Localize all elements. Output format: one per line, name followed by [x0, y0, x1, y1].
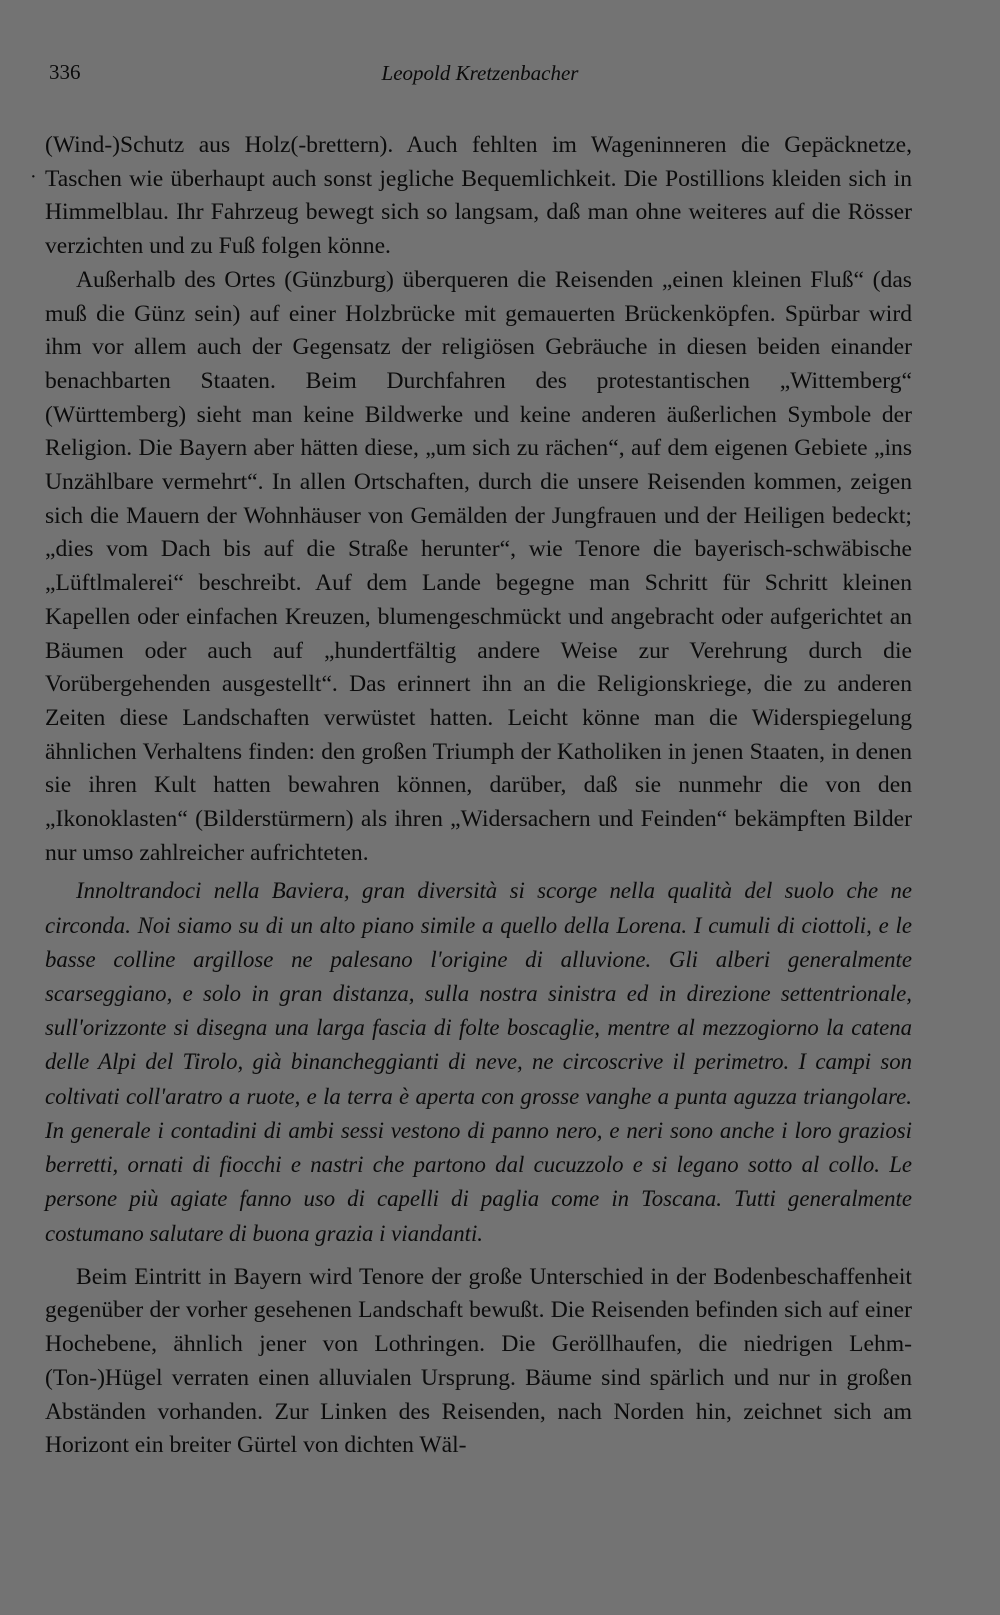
italian-quotation: Innoltrandoci nella Baviera, gran diversità si scorge nella qualità del suolo che ne circonda. Noi siamo su di un alto piano simile a quello della Lorena. I cumuli di ciottoli, e le basse colline argillose ne palesano l'origine di alluvione. Gli alberi generalmente scarseggiano, e solo in gran distanza, sulla nostra sinistra ed in direzione settentrionale, sull'orizzonte si disegna una larga fascia di folte boscaglie, mentre al mezzogiorno la catena delle Alpi del Tirolo, già binancheggianti di neve, ne circoscrive il perimetro. I campi son coltivati coll'aratro a ruote, e la terra è aperta con grosse vanghe a punta aguzza triangolare. In generale i contadini di ambi sessi vestono di panno nero, e neri sono anche i loro graziosi berretti, ornati di fiocchi e nastri che partono dal cucuzzolo e si legano sotto al collo. Le persone più agiate fanno uso di capelli di paglia come in Toscana. Tutti generalmente costumano salutare di buona grazia i viandanti. [45, 878, 912, 1246]
page-header [49, 60, 911, 92]
running-head: Leopold Kretzenbacher [381, 61, 579, 85]
paragraph-1: (Wind-)Schutz aus Holz(-brettern). Auch fehlten im Wageninneren die Gepäcknetze, Taschen wie überhaupt auch sonst jegliche Bequemlichkeit. Die Postillions kleiden sich in Himmelblau. Ihr Fahrzeug bewegt sich so langsam, daß man ohne weiteres auf die Rösser verzichten und zu Fuß folgen könne. [45, 132, 912, 260]
body-text [45, 129, 912, 1463]
page-number: 336 [49, 60, 81, 84]
paragraph-3: Beim Eintritt in Bayern wird Tenore der große Unterschied in der Bodenbeschaffenheit gegenüber der vorher gesehenen Landschaft bewußt. Die Reisenden befinden sich auf einer Hochebene, ähnlich jener von Lothringen. Die Geröllhaufen, die niedrigen Lehm-(Ton-)Hügel verraten einen alluvialen Ursprung. Bäume sind spärlich und nur in großen Abständen vorhanden. Zur Linken des Reisenden, nach Norden hin, zeichnet sich am Horizont ein breiter Gürtel von dichten Wäl- [45, 1263, 912, 1459]
paragraph-2: Außerhalb des Ortes (Günzburg) überqueren die Reisenden „einen kleinen Fluß“ (das muß die Günz sein) auf einer Holzbrücke mit gemauerten Brückenköpfen. Spürbar wird ihm vor allem auch der Gegensatz der religiösen Gebräuche in diesen beiden einander benachbarten Staaten. Beim Durchfahren des protestantischen „Wittemberg“ (Württemberg) sieht man keine Bildwerke und keine anderen äußerlichen Symbole der Religion. Die Bayern aber hätten diese, „um sich zu rächen“, auf dem eigenen Gebiete „ins Unzählbare vermehrt“. In allen Ortschaften, durch die unsere Reisenden kommen, zeigen sich die Mauern der Wohnhäuser von Gemälden der Jungfrauen und der Heiligen bedeckt; „dies vom Dach bis auf die Straße herunter“, wie Tenore die bayerisch-schwäbische „Lüftlmalerei“ beschreibt. Auf dem Lande begegne man Schritt für Schritt kleinen Kapellen oder einfachen Kreuzen, blumengeschmückt und angebracht oder aufgerichtet an Bäumen oder auch auf „hundertfältig andere Weise zur Verehrung durch die Vorübergehenden ausgestellt“. Das erinnert ihn an die Religionskriege, die zu anderen Zeiten diese Landschaften verwüstet hatten. Leicht könne man die Widerspiegelung ähnlichen Verhaltens finden: den großen Triumph der Katholiken in jenen Staaten, in denen sie ihren Kult hatten bewahren können, darüber, daß sie nunmehr die von den „Ikonoklasten“ (Bilderstürmern) als ihren „Widersachern und Feinden“ bekämpften Bilder nur umso zahlreicher aufrichteten. [45, 266, 912, 866]
margin-mark: · [30, 166, 37, 188]
